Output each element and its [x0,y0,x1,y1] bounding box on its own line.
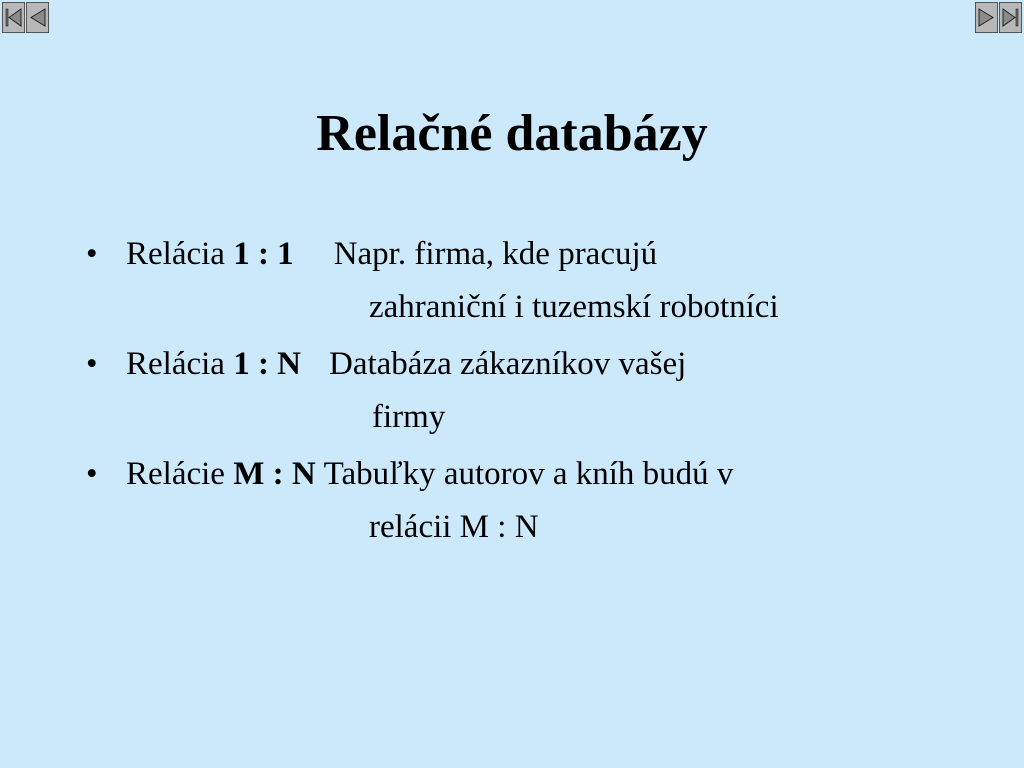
next-slide-icon [978,8,995,27]
first-slide-icon [5,8,22,27]
bullet-first-line [126,236,657,272]
relation-type: 1 : 1 [233,236,294,272]
relation-description-continued: zahraniční i tuzemskí robotníci [369,289,779,325]
bullet-dot: • [86,346,98,382]
last-slide-button[interactable] [999,2,1022,33]
relation-label: Relácia [126,236,234,272]
relation-description: Tabuľky autorov a kníh budú v [323,456,734,492]
bullet-item-relation-1-n [86,338,779,444]
next-slide-button[interactable] [975,2,998,33]
previous-slide-button[interactable] [26,2,49,33]
relation-description: Napr. firma, kde pracujú [333,236,658,272]
bullet-list [86,228,779,558]
first-slide-button[interactable] [2,2,25,33]
relation-description-continued: firmy [372,399,446,435]
relation-description-continued: relácii M : N [369,509,539,545]
nav-right-group [975,2,1022,33]
previous-slide-icon [29,8,46,27]
relation-type: 1 : N [233,346,302,382]
relation-type: M : N [233,456,316,492]
slide-title: Relačné databázy [316,105,708,162]
nav-left-group [2,2,49,33]
bullet-dot: • [86,456,98,492]
bullet-item-relation-m-n [86,448,779,554]
relation-label: Relácia [126,346,234,382]
bullet-item-relation-1-1 [86,228,779,334]
bullet-first-line [126,456,733,492]
relation-description: Databáza zákazníkov vašej [329,346,687,382]
relation-label: Relácie [126,456,234,492]
bullet-first-line [126,346,686,382]
bullet-dot: • [86,236,98,272]
last-slide-icon [1002,8,1019,27]
